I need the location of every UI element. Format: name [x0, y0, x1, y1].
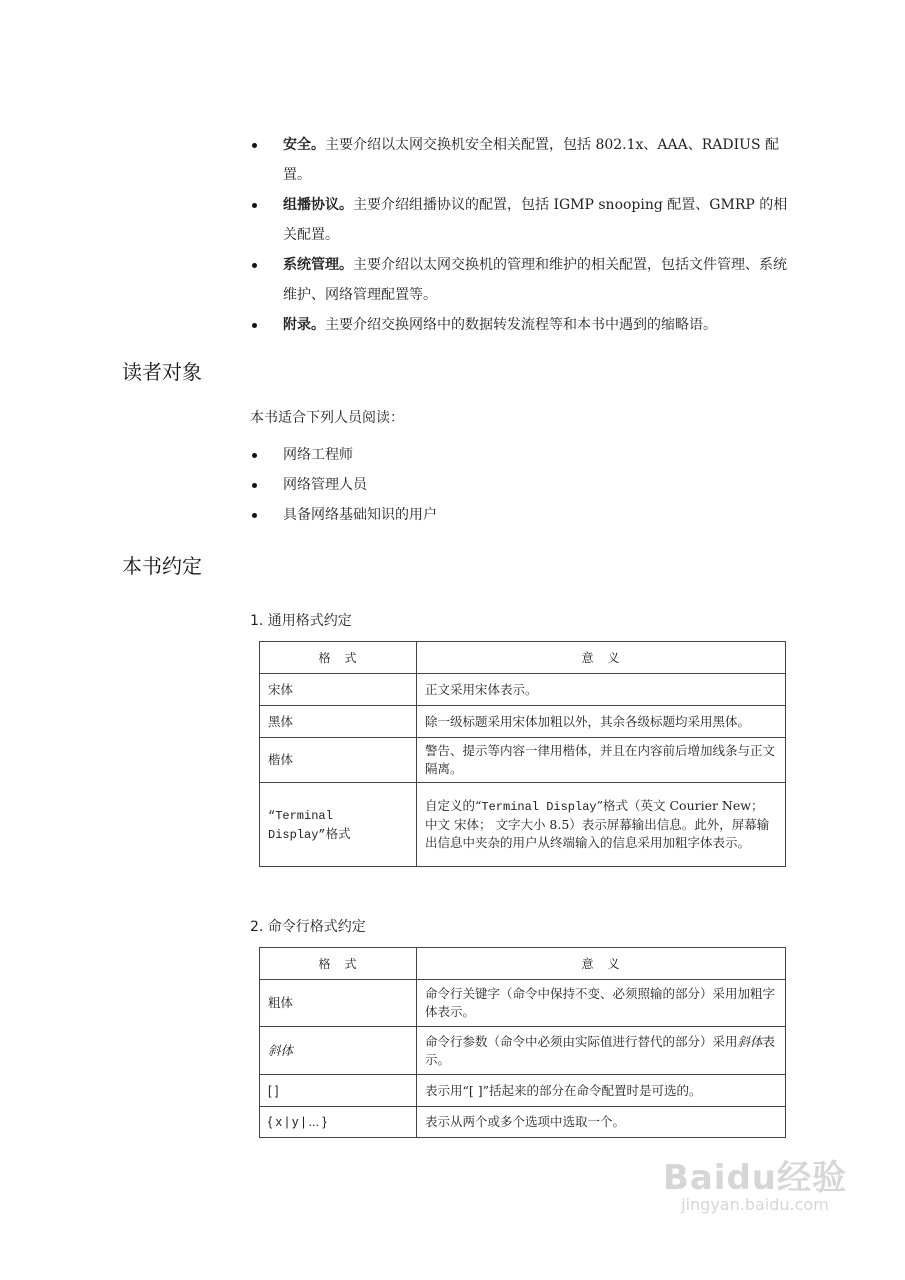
watermark-url: jingyan.baidu.com: [681, 1195, 829, 1214]
header-meaning: 意 义: [417, 642, 786, 674]
format-cell: 楷体: [260, 738, 417, 783]
baidu-jingyan-watermark: [663, 1150, 847, 1214]
list-item: [248, 500, 793, 530]
header-format: 格 式: [260, 642, 417, 674]
format-cell: 斜体: [260, 1027, 417, 1075]
watermark-logo: Baidu经验: [662, 1158, 847, 1198]
table-row: [260, 674, 786, 706]
meaning-cell: [417, 1027, 786, 1075]
meaning-cell: 表示从两个或多个选项中选取一个。: [417, 1107, 786, 1138]
format-cell: [ ]: [260, 1075, 417, 1107]
list-item: [248, 250, 793, 310]
command-format-table: [259, 947, 786, 1138]
item-text: 主要介绍交换网络中的数据转发流程等和本书中遇到的缩略语。: [325, 317, 717, 333]
meaning-cell: [417, 706, 786, 738]
item-title: 附录。: [283, 317, 325, 333]
bullet-icon: [252, 513, 257, 518]
list-item: [248, 190, 793, 250]
item-text: 网络管理人员: [283, 477, 367, 493]
text: 字体表示。: [425, 986, 776, 1019]
table-row: [260, 1107, 786, 1138]
table-row: [260, 1075, 786, 1107]
subsection-title-command: 2. 命令行格式约定: [250, 919, 366, 935]
readers-intro: 本书适合下列人员阅读：: [250, 410, 404, 426]
item-title: 系统管理。: [283, 257, 353, 273]
format-cell: 宋体: [260, 674, 417, 706]
bold-text: 加粗: [537, 713, 563, 729]
item-text: 主要介绍以太网交换机安全相关配置，包括 802.1x、AAA、RADIUS 配置。: [283, 137, 780, 183]
table-row: [260, 706, 786, 738]
item-text: 主要介绍以太网交换机的管理和维护的相关配置，包括文件管理、系统维护、网络管理配置等。: [283, 257, 787, 303]
header-meaning: 意 义: [417, 948, 786, 980]
item-text: 具备网络基础知识的用户: [283, 507, 437, 523]
bullet-icon: [252, 203, 257, 208]
item-title: 安全。: [283, 137, 325, 153]
bold-text: 加粗: [662, 835, 688, 850]
section-heading-readers: 读者对象: [122, 360, 202, 384]
meaning-cell: 表示用“[ ]”括起来的部分在命令配置时是可选的。: [417, 1075, 786, 1107]
meaning-cell: [417, 980, 786, 1027]
section-heading-conventions: 本书约定: [122, 554, 202, 578]
italic-text: 斜体: [737, 1033, 763, 1049]
table-row: [260, 738, 786, 783]
bullet-icon: [252, 143, 257, 148]
table-header-row: [260, 948, 786, 980]
text: 自定义的“: [425, 798, 482, 813]
format-cell: [260, 783, 417, 867]
text: 除一级标题采用宋体: [425, 713, 538, 729]
item-title: 组播协议。: [283, 197, 353, 213]
format-cell: 黑体: [260, 706, 417, 738]
format-cell: { x | y | ... }: [260, 1107, 417, 1138]
bullet-icon: [252, 453, 257, 458]
text: 字体表示。: [687, 835, 751, 850]
table-header-row: [260, 642, 786, 674]
item-text: 主要介绍组播协议的配置，包括 IGMP snooping 配置、GMRP 的相关配置。: [283, 197, 788, 243]
subsection-title-general: 1. 通用格式约定: [250, 613, 352, 629]
table-row: [260, 783, 786, 867]
meaning-cell: [417, 783, 786, 867]
bullet-icon: [252, 323, 257, 328]
meaning-cell: 正文采用宋体表示。: [417, 674, 786, 706]
general-format-table: [259, 641, 786, 867]
table-row: [260, 1027, 786, 1075]
text: ”格式（英文 Courier New； 中文 宋体； 文字大小 8.5）表示屏幕输出信息。此外，屏幕输出信息中夹杂的用户从终端输入的信息采用: [425, 798, 770, 850]
bullet-icon: [252, 263, 257, 268]
list-item: [248, 440, 793, 470]
list-item: [248, 470, 793, 500]
text: 命令行参数（命令中必须由实际值进行替代的部分）采用: [425, 1033, 738, 1049]
mono-text: “Terminal Display”: [268, 808, 333, 842]
list-item: [248, 130, 793, 190]
overview-bullet-list: [248, 130, 793, 340]
table-row: [260, 980, 786, 1027]
text: 以外，其余各级标题均采用黑体。: [562, 713, 751, 729]
bold-text: 加粗: [737, 986, 763, 1001]
list-item: [248, 310, 793, 340]
text: 格式: [325, 825, 351, 841]
header-format: 格 式: [260, 948, 417, 980]
text: 表示。: [425, 1033, 776, 1067]
bullet-icon: [252, 483, 257, 488]
item-text: 网络工程师: [283, 447, 353, 463]
text: 命令行关键字（命令中保持不变、必须照输的部分）采用: [425, 986, 738, 1001]
format-cell: 粗体: [260, 980, 417, 1027]
mono-text: Terminal Display: [481, 800, 597, 814]
readers-list: [248, 440, 793, 530]
meaning-cell: 警告、提示等内容一律用楷体，并且在内容前后增加线条与正文隔离。: [417, 738, 786, 783]
